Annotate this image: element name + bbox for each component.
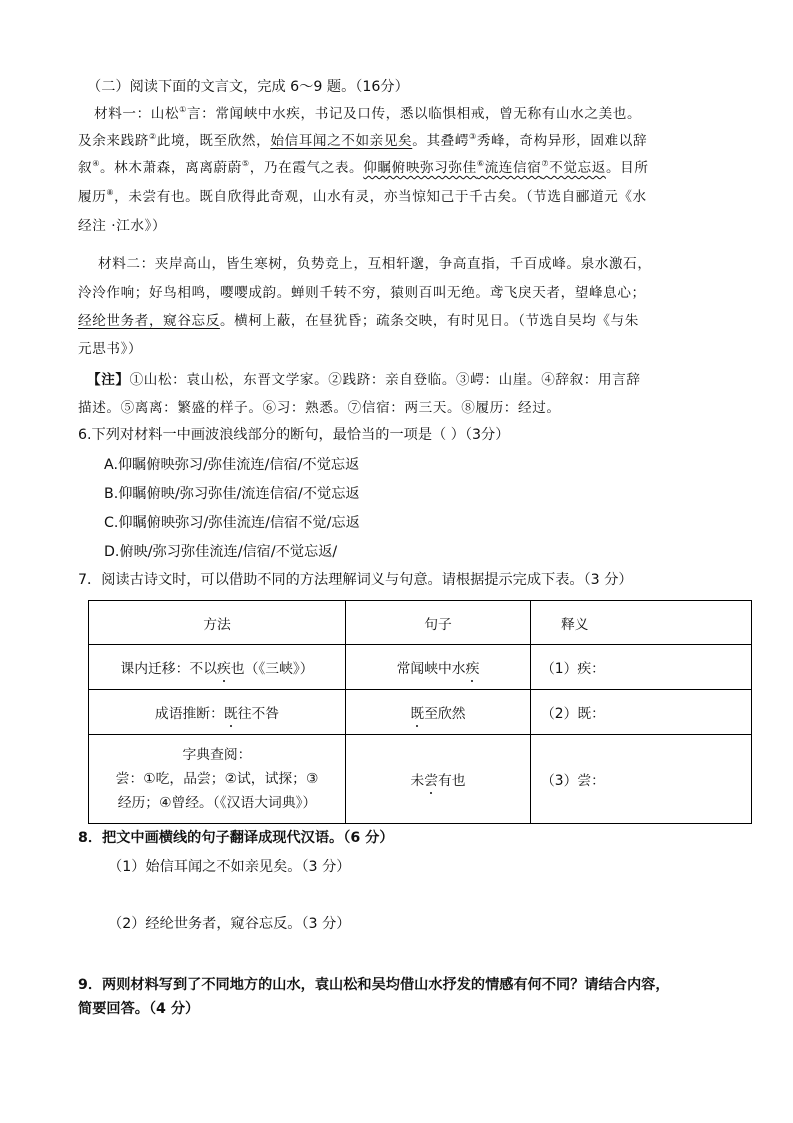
q6-stem: 6.下列对材料一中画波浪线部分的断句，最恰当的一项是（ ）（3分） bbox=[78, 427, 510, 443]
material2-line-2: 泠泠作响；好鸟相鸣，嘤嘤成韵。蝉则千转不穷，猿则百叫无绝。鸢飞戾天者，望峰息心； bbox=[78, 285, 646, 301]
q7-header-method: 方法 bbox=[89, 601, 346, 645]
q7-row-3 bbox=[89, 735, 752, 824]
translate-sentence-2: 经纶世务者，窥谷忘反 bbox=[78, 313, 220, 329]
q7-header-row bbox=[89, 601, 752, 645]
material1-line-5: 经注 ·江水》） bbox=[78, 218, 167, 234]
material1-line-2: 及余来践跻②此境，既至欣然，始信耳闻之不如亲见矣。其叠崿③秀峰，奇构异形，固难以辞 bbox=[78, 132, 648, 149]
q6-option-a: A.仰瞩俯映弥习/弥佳流连/信宿/不觉忘返 bbox=[104, 457, 360, 473]
notes-label: 【注】 bbox=[87, 372, 130, 388]
q7-r3-answer[interactable]: （3）尝： bbox=[531, 735, 752, 824]
notes-line-2: 描述。⑤离离：繁盛的样子。⑥习：熟悉。⑦信宿：两三天。⑧履历：经过。 bbox=[78, 400, 561, 416]
material1-line-1: 材料一：山松①言：常闻峡中水疾，书记及口传，悉以临惧相戒，曾无称有山水之美也。 bbox=[94, 105, 642, 122]
q7-r3-method: 字典查阅： 尝：①吃，品尝；②试，试探；③ 经历；④曾经。（《汉语大词典》） bbox=[89, 735, 346, 824]
q7-r2-answer[interactable]: （2）既： bbox=[531, 690, 752, 735]
wavy-underlined-passage: 仰瞩俯映弥习弥佳⑥流连信宿⑦不觉忘返 bbox=[363, 159, 606, 176]
q7-header-meaning: 释义 bbox=[531, 601, 752, 645]
q6-option-b: B.仰瞩俯映/弥习弥佳/流连信宿/不觉忘返 bbox=[104, 486, 360, 502]
q9-stem-line-2: 简要回答。（4 分） bbox=[78, 1001, 200, 1017]
q7-r1-method: 课内迁移：不以疾也（《三峡》） bbox=[89, 645, 346, 690]
material1-line-3: 叙④。林木萧森，离离蔚蔚⑤，乃在霞气之表。仰瞩俯映弥习弥佳⑥流连信宿⑦不觉忘返。目所 bbox=[78, 159, 649, 176]
q7-stem: 7．阅读古诗文时，可以借助不同的方法理解词义与句意。请根据提示完成下表。（3 分） bbox=[78, 572, 633, 588]
material2-line-4: 元思书》） bbox=[78, 341, 143, 357]
q7-r3-sentence: 未尝有也 bbox=[346, 735, 531, 824]
q8-sentence-2: （2）经纶世务者，窥谷忘反。（3 分） bbox=[108, 916, 351, 932]
q7-r1-answer[interactable]: （1）疾： bbox=[531, 645, 752, 690]
notes-line-1: 【注】①山松：袁山松，东晋文学家。②践跻：亲自登临。③崿：山崖。④辞叙：用言辞 bbox=[87, 372, 641, 388]
q7-row-1 bbox=[89, 645, 752, 690]
translate-sentence-1: 始信耳闻之不如亲见矣 bbox=[270, 133, 413, 149]
q7-r2-method: 成语推断：既往不咎 bbox=[89, 690, 346, 735]
q7-r2-sentence: 既至欣然 bbox=[346, 690, 531, 735]
q8-sentence-1: （1）始信耳闻之不如亲见矣。（3 分） bbox=[108, 859, 351, 875]
q8-stem: 8．把文中画横线的句子翻译成现代汉语。（6 分） bbox=[78, 830, 394, 846]
q9-stem-line-1: 9．两则材料写到了不同地方的山水，袁山松和吴均借山水抒发的情感有何不同？请结合内容， bbox=[78, 977, 670, 993]
material2-line-3: 经纶世务者，窥谷忘反。横柯上蔽，在昼犹昏；疏条交映，有时见日。（节选自吴均《与朱 bbox=[78, 313, 639, 329]
material1-line-4: 履历⑧，未尝有也。既自欣得此奇观，山水有灵，亦当惊知己于千古矣。（节选自郦道元《水 bbox=[78, 188, 647, 205]
q7-row-2 bbox=[89, 690, 752, 735]
q7-table bbox=[88, 600, 752, 824]
q6-option-d: D.俯映/弥习弥佳流连/信宿/不觉忘返/ bbox=[104, 544, 338, 560]
material2-line-1: 材料二：夹岸高山，皆生寒树，负势竞上，互相轩邈，争高直指，千百成峰。泉水激石， bbox=[98, 256, 652, 272]
q7-header-sentence: 句子 bbox=[346, 601, 531, 645]
q6-option-c: C.仰瞩俯映弥习/弥佳流连/信宿不觉/忘返 bbox=[104, 515, 360, 531]
section-heading: （二）阅读下面的文言文，完成 6～9 题。（16分） bbox=[87, 79, 409, 95]
q7-r1-sentence: 常闻峡中水疾 bbox=[346, 645, 531, 690]
